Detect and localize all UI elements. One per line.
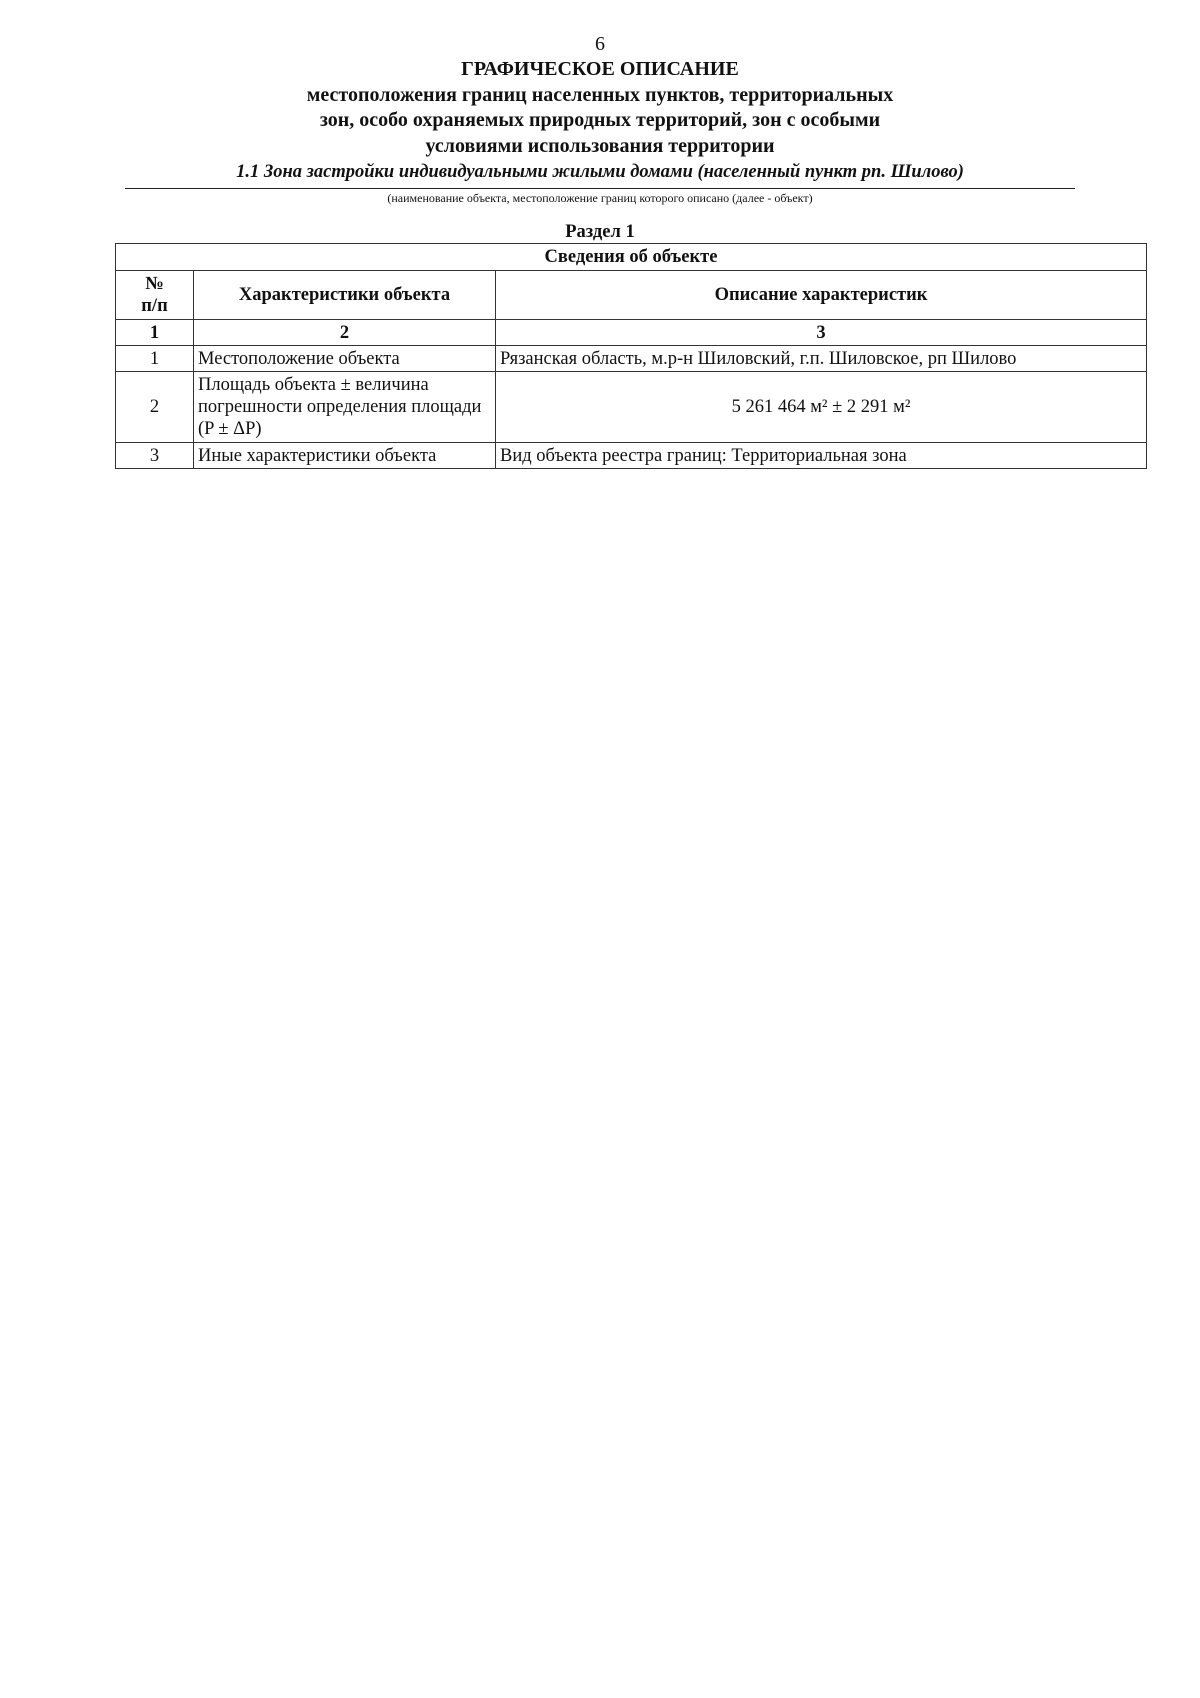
row-description: 5 261 464 м² ± 2 291 м²	[496, 372, 1147, 443]
header-characteristics: Характеристики объекта	[194, 271, 496, 320]
table-caption-row	[116, 244, 1147, 271]
header-num	[116, 271, 194, 320]
section-title: Раздел 1	[565, 222, 635, 242]
column-number: 3	[496, 320, 1147, 346]
header-num-line-1: №	[145, 274, 164, 294]
row-characteristic: Местоположение объекта	[194, 346, 496, 372]
row-description: Вид объекта реестра границ: Территориальная зона	[496, 443, 1147, 469]
row-num: 3	[116, 443, 194, 469]
row-characteristic: Иные характеристики объекта	[194, 443, 496, 469]
row-description: Рязанская область, м.р-н Шиловский, г.п. Шиловское, рп Шилово	[496, 346, 1147, 372]
object-info-table	[115, 243, 1147, 469]
object-name: 1.1 Зона застройки индивидуальными жилыми домами (населенный пункт рп. Шилово)	[236, 162, 964, 182]
column-number-row	[116, 320, 1147, 346]
object-name-caption: (наименование объекта, местоположение границ которого описано (далее - объект)	[387, 191, 813, 205]
row-characteristic-line-2: погрешности определения площади	[198, 397, 482, 417]
heading-line-4: условиями использования территории	[425, 134, 775, 157]
header-description: Описание характеристик	[496, 271, 1147, 320]
table-row	[116, 443, 1147, 469]
header-num-line-2: п/п	[141, 296, 168, 316]
row-characteristic-line-1: Площадь объекта ± величина	[198, 375, 429, 395]
row-characteristic	[194, 372, 496, 443]
row-num: 2	[116, 372, 194, 443]
object-name-underline	[125, 188, 1075, 189]
column-number: 2	[194, 320, 496, 346]
heading-line-3: зон, особо охраняемых природных территорий, зон с особыми	[319, 109, 881, 131]
table-caption: Сведения об объекте	[116, 244, 1147, 271]
table-row	[116, 346, 1147, 372]
table-row	[116, 372, 1147, 443]
row-characteristic-line-3: (P ± ΔP)	[198, 419, 262, 439]
page-number: 6	[595, 33, 605, 55]
heading-line-2: местоположения границ населенных пунктов, территориальных	[306, 83, 894, 106]
heading-line-1: ГРАФИЧЕСКОЕ ОПИСАНИЕ	[461, 58, 739, 80]
row-num: 1	[116, 346, 194, 372]
column-number: 1	[116, 320, 194, 346]
table-header-row	[116, 271, 1147, 320]
document-heading	[0, 57, 1200, 159]
